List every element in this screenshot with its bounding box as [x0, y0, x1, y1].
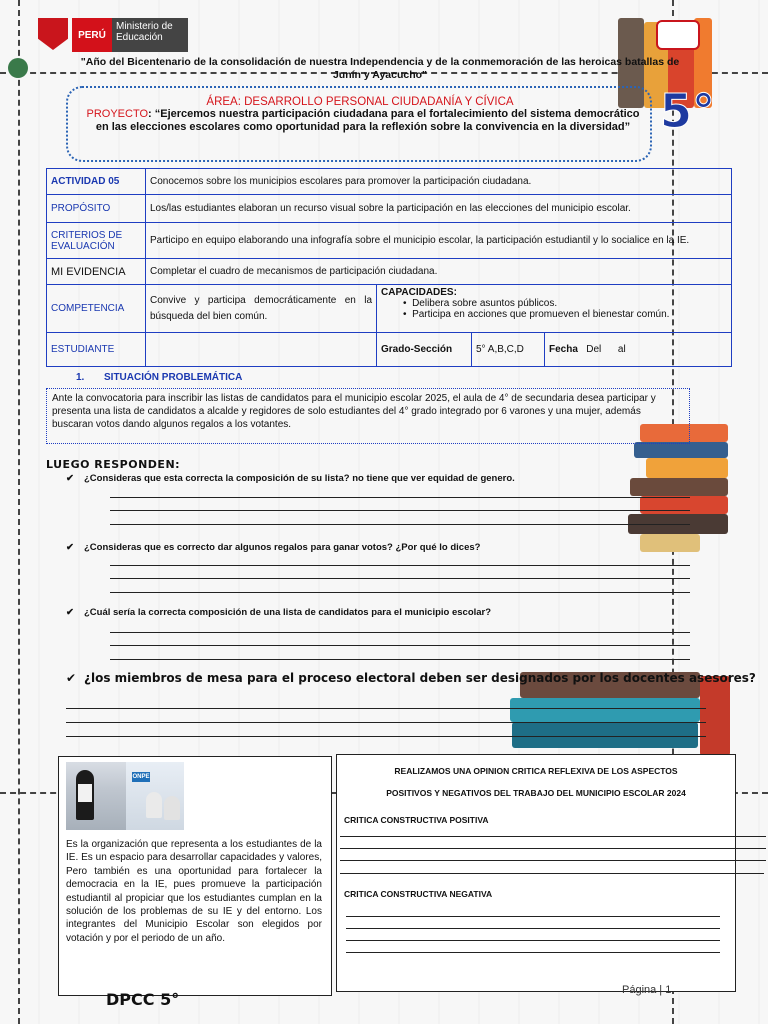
activity-table [46, 168, 732, 367]
capacidades-cell [377, 285, 732, 333]
questions-heading: LUEGO RESPONDEN: [46, 458, 181, 471]
capacidad-item: • Participa en acciones que promueven el bienestar común. [403, 309, 670, 320]
section-title: SITUACIÓN PROBLEMÁTICA [104, 372, 243, 383]
check-icon: ✔ [66, 607, 74, 618]
book-decoration [640, 534, 700, 552]
answer-line[interactable] [66, 722, 706, 723]
critica-title [340, 760, 732, 804]
question-text: ¿Consideras que esta correcta la composición de su lista? no tiene que ver equidad de genero. [84, 473, 515, 484]
project-label: PROYECTO [86, 108, 149, 120]
peru-logo: PERÚ [72, 18, 112, 52]
check-icon: ✔ [66, 473, 74, 484]
year-title: "Año del Bicentenario de la consolidación de nuestra Independencia y de la conmemoración de las heroicas batallas de Junín y Ayacucho" [80, 56, 680, 81]
book-decoration [646, 458, 728, 478]
book-decoration [640, 496, 728, 514]
capacidades-label: CAPACIDADES: [381, 287, 457, 298]
competencia-value: Convive y participa democráticamente en la búsqueda del bien común. [146, 285, 377, 333]
answer-line[interactable] [110, 524, 690, 525]
question-4 [66, 671, 756, 685]
answer-line[interactable] [346, 928, 720, 929]
answer-line[interactable] [346, 940, 720, 941]
question-1 [66, 473, 515, 484]
project-description: : “Ejercemos nuestra participación ciudadana para el fortalecimiento del sistema democrático en las elecciones escolares como oportunidad para la reflexión sobre la convivencia en la diversidad” [95, 108, 640, 133]
answer-line[interactable] [346, 916, 720, 917]
student-figure [78, 784, 92, 802]
book-decoration [634, 442, 728, 458]
project-text [80, 108, 646, 134]
actividad-label: ACTIVIDAD 05 [47, 169, 146, 195]
check-icon: ✔ [66, 542, 74, 553]
estudiante-label: ESTUDIANTE [47, 333, 146, 367]
evidencia-value: Completar el cuadro de mecanismos de participación ciudadana. [146, 259, 732, 285]
ministry-logo: Ministerio de Educación [112, 18, 188, 52]
answer-line[interactable] [66, 708, 706, 709]
answer-line[interactable] [346, 952, 720, 953]
check-icon: ✔ [66, 671, 77, 685]
book-decoration [700, 676, 730, 756]
answer-line[interactable] [340, 873, 764, 874]
actividad-value: Conocemos sobre los municipios escolares para promover la participación ciudadana. [146, 169, 732, 195]
answer-line[interactable] [110, 497, 690, 498]
answer-line[interactable] [110, 578, 690, 579]
evidencia-label: MI EVIDENCIA [47, 259, 146, 285]
answer-line[interactable] [340, 836, 766, 837]
competencia-label: COMPETENCIA [47, 285, 146, 333]
critica-title-line: REALIZAMOS UNA OPINION CRITICA REFLEXIVA DE LOS ASPECTOS [394, 766, 678, 776]
grade-badge: 5° [660, 84, 716, 138]
situation-text: Ante la convocatoria para inscribir las listas de candidatos para el municipio escolar 2025, el aula de 4° de secundaria desea participar y presenta una lista de candidatos a alcalde y regidores de solo estudiantes del 4° grado integrado por 6 varones y una mujer, además buscaran votos dando algunos regalos a los votantes. [46, 388, 690, 444]
fecha-label: Fecha [549, 344, 578, 355]
proposito-label: PROPÓSITO [47, 195, 146, 223]
municipio-description: Es la organización que representa a los estudiantes de la IE. Es un espacio para desarrollar capacidades y valores, Pero también es una oportunidad para fortalecer la democracia en la IE, pues promueve la participación estudiantil al propiciar que los estudiantes cumplan en la solución de los problemas de su IE y del entorno. Los integrantes del Municipio Escolar son elegidos por votación y por el periodo de un año. [66, 839, 322, 944]
answer-line[interactable] [110, 592, 690, 593]
student-figure [146, 792, 162, 818]
question-2 [66, 542, 480, 553]
question-3 [66, 607, 491, 618]
onpe-sign: ONPE [132, 774, 150, 780]
critica-negativa-label: CRITICA CONSTRUCTIVA NEGATIVA [344, 889, 493, 899]
question-text: ¿Consideras que es correcto dar algunos regalos para ganar votos? ¿Por qué lo dices? [84, 542, 481, 553]
book-decoration [630, 478, 728, 496]
estudiante-field[interactable] [146, 333, 377, 367]
critica-positiva-label: CRITICA CONSTRUCTIVA POSITIVA [344, 815, 489, 825]
answer-line[interactable] [340, 848, 766, 849]
grado-value: 5° A,B,C,D [472, 333, 545, 367]
student-figure [164, 796, 180, 820]
proposito-value: Los/las estudiantes elaboran un recurso visual sobre la participación en las elecciones del municipio escolar. [146, 195, 732, 223]
fecha-cell [545, 333, 732, 367]
question-text: ¿Cuál sería la correcta composición de una lista de candidatos para el municipio escolar? [84, 607, 492, 618]
page-number: Página | 1 [622, 984, 672, 996]
answer-line[interactable] [110, 510, 690, 511]
answer-line[interactable] [110, 632, 690, 633]
grado-label: Grado-Sección [377, 333, 472, 367]
area-title: ÁREA: DESARROLLO PERSONAL CIUDADANÍA Y CÍVICA [206, 96, 514, 108]
book-decoration [512, 722, 698, 748]
section-number: 1. [76, 372, 85, 383]
school-logo-icon [656, 20, 700, 50]
fecha-value[interactable]: Del al [586, 344, 626, 355]
answer-line[interactable] [66, 736, 706, 737]
book-decoration [510, 698, 700, 722]
footer-course: DPCC 5° [106, 990, 180, 1009]
answer-line[interactable] [110, 659, 690, 660]
critica-title-line: POSITIVOS Y NEGATIVOS DEL TRABAJO DEL MUNICIPIO ESCOLAR 2024 [386, 788, 686, 798]
globe-icon [8, 58, 28, 78]
criterios-value: Participo en equipo elaborando una infografía sobre el municipio escolar, la participación estudiantil y lo socialice en la IE. [146, 223, 732, 259]
answer-line[interactable] [110, 565, 690, 566]
dashed-line-left [18, 0, 20, 1024]
capacidad-item: • Delibera sobre asuntos públicos. [403, 298, 558, 309]
answer-line[interactable] [340, 860, 766, 861]
answer-line[interactable] [110, 645, 690, 646]
criterios-label: CRITERIOS DE EVALUACIÓN [47, 223, 146, 259]
capacidad-text: Delibera sobre asuntos públicos. [412, 298, 558, 309]
question-text: ¿los miembros de mesa para el proceso electoral deben ser designados por los docentes asesores? [84, 671, 756, 685]
capacidad-text: Participa en acciones que promueven el bienestar común. [412, 309, 670, 320]
